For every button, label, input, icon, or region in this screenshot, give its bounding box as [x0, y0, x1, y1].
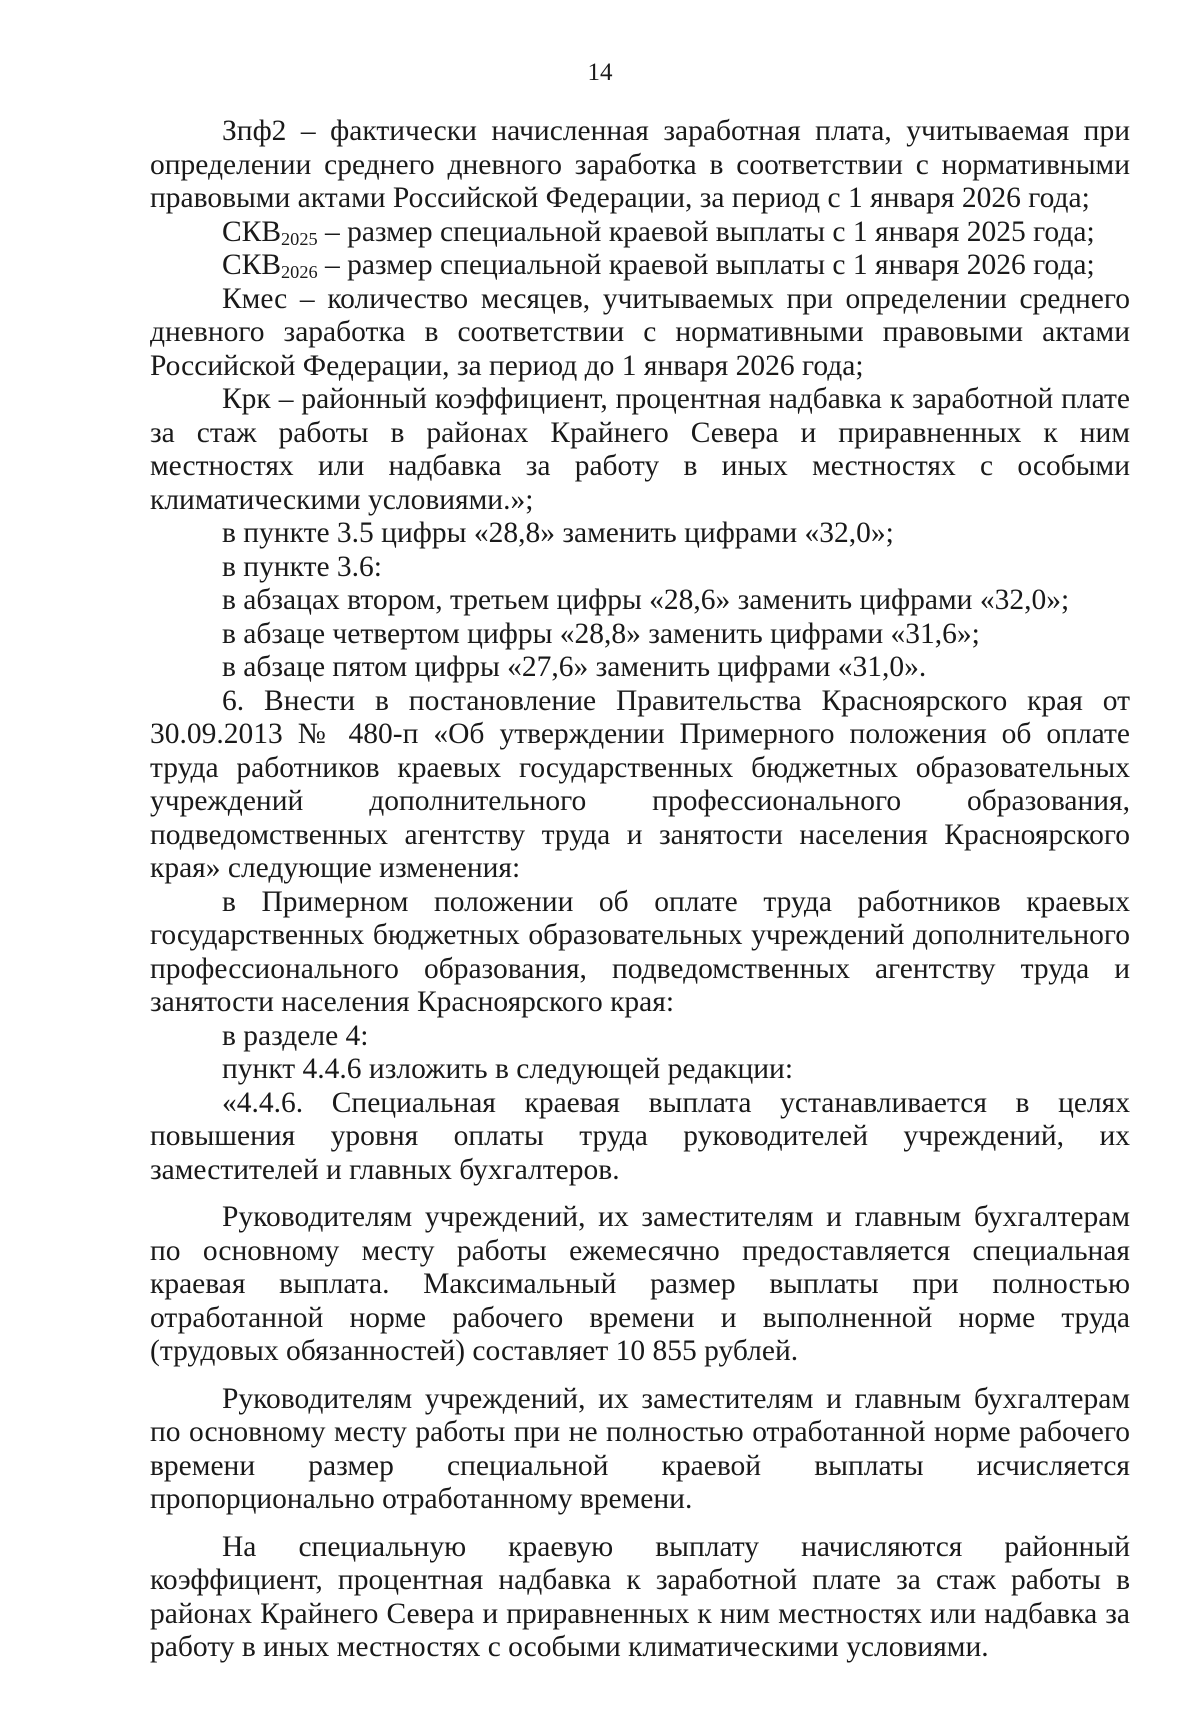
paragraph-item-6: 6. Внести в постановление Правительства Красноярского края от 30.09.2013 № 480-п «Об утверждении Примерного положения об оплате труда работников краевых государственных бюджетных образовательных учреждений дополнительного профессионального образования, подведомственных агентству труда и занятости населения Красноярского края» следующие изменения: — [150, 684, 1130, 884]
skv-symbol: СКВ — [222, 215, 282, 248]
skv-symbol: СКВ — [222, 249, 282, 281]
paragraph-clause-3-6-abz-4: в абзаце четвертом цифры «28,8» заменить цифрами «31,6»; — [222, 617, 980, 650]
paragraph-zpf2-definition: Зпф2 – фактически начисленная заработная плата, учитываемая при определении среднего дневного заработка в соответствии с нормативными правовыми актами Российской Федерации, за период с 1 января 2026 года; — [150, 115, 1130, 214]
paragraph-regional-coefficient: На специальную краевую выплату начисляются районный коэффициент, процентная надбавка к заработной плате за стаж работы в районах Крайнего Севера и приравненных к ним местностях или надбавка за работу в иных местностях с особыми климатическими условиями. — [150, 1530, 1130, 1663]
paragraph-krk-definition: Крк – районный коэффициент, процентная надбавка к заработной плате за стаж работы в районах Крайнего Севера и приравненных к ним местностях или надбавка за работу в иных местностях с особыми климатическими условиями.»; — [150, 383, 1130, 516]
paragraph-clause-4-4-6-text: «4.4.6. Специальная краевая выплата устанавливается в целях повышения уровня оплаты труда руководителей учреждений, их заместителей и главных бухгалтеров. — [150, 1086, 1130, 1186]
skv-description: – размер специальной краевой выплаты с 1 января 2026 года; — [317, 249, 1095, 281]
paragraph-regulation-intro: в Примерном положении об оплате труда работников краевых государственных бюджетных образовательных учреждений дополнительного профессионального образования, подведомственных агентству труда и занятости населения Красноярского края: — [150, 885, 1130, 1018]
paragraph-section-4: в разделе 4: — [222, 1019, 369, 1052]
paragraph-clause-3-6-abz-2-3: в абзацах втором, третьем цифры «28,6» заменить цифрами «32,0»; — [222, 584, 1070, 616]
paragraph-clause-3-6-abz-5: в абзаце пятом цифры «27,6» заменить цифрами «31,0». — [222, 651, 927, 683]
paragraph-clause-4-4-6-intro: пункт 4.4.6 изложить в следующей редакции: — [222, 1053, 794, 1085]
skv-description: – размер специальной краевой выплаты с 1 января 2025 года; — [317, 215, 1095, 248]
skv-subscript: 2025 — [281, 228, 318, 249]
paragraph-monthly-payment: Руководителям учреждений, их заместителям и главным бухгалтерам по основному месту работы ежемесячно предоставляется специальная краевая выплата. Максимальный размер выплаты при полностью отработанной норме рабочего времени и выполненной норме труда (трудовых обязанностей) составляет 10 855 рублей. — [150, 1201, 1130, 1367]
paragraph-clause-3-6: в пункте 3.6: — [222, 550, 383, 583]
paragraph-skv2025-definition — [150, 216, 1130, 250]
paragraph-clause-3-5: в пункте 3.5 цифры «28,8» заменить цифрами «32,0»; — [222, 517, 894, 549]
paragraph-proportional-payment: Руководителям учреждений, их заместителям и главным бухгалтерам по основному месту работы при не полностью отработанной норме рабочего времени размер специальной краевой выплаты исчисляется пропорционально отработанному времени. — [150, 1382, 1130, 1515]
paragraph-kmes-definition: Кмес – количество месяцев, учитываемых при определении среднего дневного заработка в соответствии с нормативными правовыми актами Российской Федерации, за период до 1 января 2026 года; — [150, 282, 1130, 382]
page-number: 14 — [587, 59, 613, 86]
paragraph-skv2026-definition — [150, 249, 1130, 283]
skv-subscript: 2026 — [281, 262, 318, 283]
document-body — [150, 115, 1130, 1665]
